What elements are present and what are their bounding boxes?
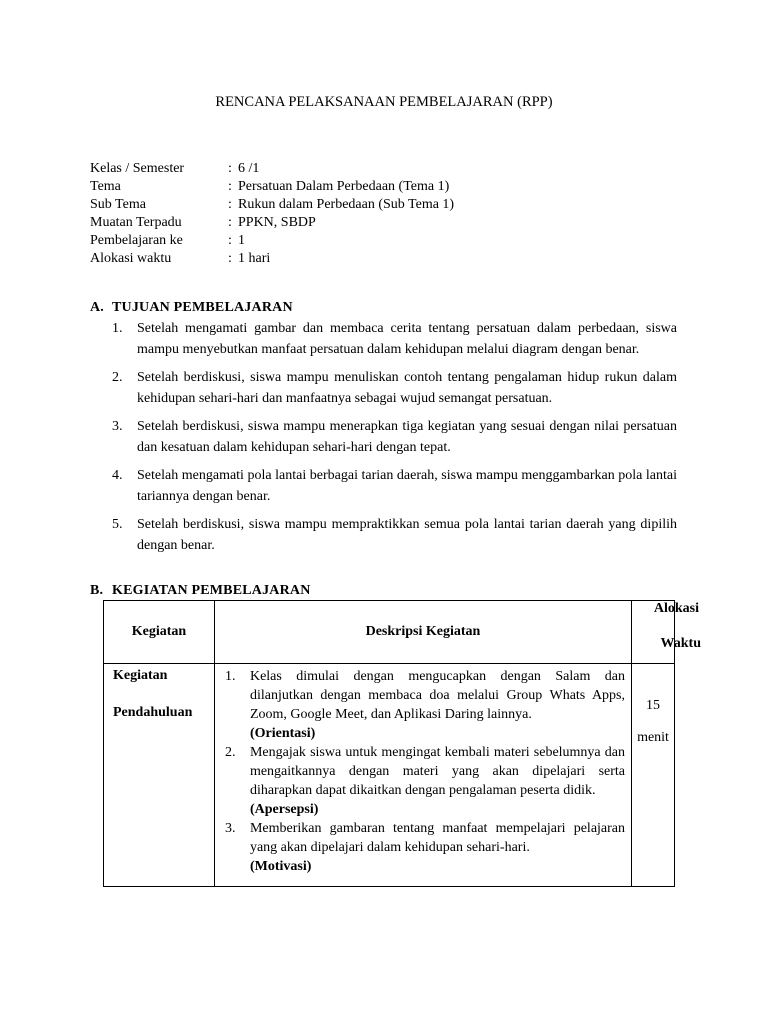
identity-colon: : <box>228 233 232 248</box>
table-header-row <box>104 601 675 664</box>
identity-label: Muatan Terpadu <box>90 215 182 230</box>
identity-colon: : <box>228 179 232 194</box>
identity-colon: : <box>228 251 232 266</box>
activity-cell <box>104 664 215 887</box>
objective-item <box>112 465 677 507</box>
description-item <box>225 819 625 876</box>
identity-row-muatan <box>90 214 454 232</box>
header-time-allocation <box>632 601 702 664</box>
identity-label: Kelas / Semester <box>90 161 185 176</box>
objective-text: Setelah berdiskusi, siswa mampu menerapkan tiga kegiatan yang sesuai dengan nilai persatuan dan kesatuan dalam kehidupan sehari-hari dengan tepat. <box>137 419 677 455</box>
identity-block <box>90 160 454 268</box>
objective-text: Setelah berdiskusi, siswa mampu mempraktikkan semua pola lantai tarian daerah yang dipilih dengan benar. <box>137 517 677 553</box>
table-row <box>104 664 675 887</box>
header-description: Deskripsi Kegiatan <box>214 601 631 664</box>
description-number: 3. <box>224 821 236 836</box>
identity-value: 1 hari <box>238 251 271 266</box>
section-title: TUJUAN PEMBELAJARAN <box>112 300 293 315</box>
description-list <box>215 664 631 880</box>
objective-item <box>112 318 677 360</box>
section-letter: A. <box>90 300 105 315</box>
header-activity: Kegiatan <box>104 601 215 664</box>
identity-value: 1 <box>238 233 245 248</box>
description-text: Memberikan gambaran tentang manfaat mempelajari pelajaran yang akan dipelajari dalam kehidupan sehari-hari. <box>249 821 626 855</box>
identity-value: Persatuan Dalam Perbedaan (Tema 1) <box>238 179 450 194</box>
description-number: 1. <box>224 669 236 684</box>
header-time-line2: Waktu <box>660 636 702 651</box>
time-value: 15 <box>646 698 660 713</box>
identity-label: Sub Tema <box>90 197 146 212</box>
section-title: KEGIATAN PEMBELAJARAN <box>112 583 311 598</box>
description-content <box>250 819 625 876</box>
objective-item <box>112 514 677 556</box>
identity-row-kelas <box>90 160 454 178</box>
description-text: Kelas dimulai dengan mengucapkan dengan Salam dan dilanjutkan dengan membaca doa melalui Group Whats Apps, Zoom, Google Meet, dan Aplikasi Daring lainnya. <box>249 669 626 722</box>
objective-number: 5. <box>112 517 123 532</box>
description-tag: (Orientasi) <box>249 726 316 741</box>
description-number: 2. <box>224 745 236 760</box>
identity-row-tema <box>90 178 454 196</box>
objective-text: Setelah mengamati gambar dan membaca cerita tentang persatuan dalam perbedaan, siswa mampu menyebutkan manfaat persatuan dalam kehidupan melalui diagram dengan benar. <box>137 321 677 357</box>
identity-row-pembelajaran <box>90 232 454 250</box>
activity-table <box>103 600 702 887</box>
identity-colon: : <box>228 197 232 212</box>
document-title: RENCANA PELAKSANAAN PEMBELAJARAN (RPP) <box>215 94 553 110</box>
identity-colon: : <box>228 215 232 230</box>
identity-row-alokasi <box>90 250 454 268</box>
description-item <box>225 743 625 819</box>
description-tag: (Motivasi) <box>249 859 312 874</box>
objective-number: 2. <box>112 370 123 385</box>
section-b-heading <box>90 583 311 599</box>
objective-text: Setelah berdiskusi, siswa mampu menuliskan contoh tentang pengalaman hidup rukun dalam kehidupan sehari-hari dan manfaatnya sebagai wujud semangat persatuan. <box>137 370 677 406</box>
section-letter: B. <box>90 583 104 598</box>
description-cell <box>214 664 631 887</box>
identity-label: Pembelajaran ke <box>90 233 183 248</box>
identity-value: PPKN, SBDP <box>238 215 316 230</box>
description-item <box>225 667 625 743</box>
identity-colon: : <box>228 161 232 176</box>
objective-item <box>112 416 677 458</box>
objective-number: 1. <box>112 321 123 336</box>
section-a-heading <box>90 300 293 316</box>
identity-label: Alokasi waktu <box>90 251 172 266</box>
identity-value: Rukun dalam Perbedaan (Sub Tema 1) <box>238 197 455 212</box>
header-time-line1: Alokasi <box>653 601 700 616</box>
identity-row-subtema <box>90 196 454 214</box>
objective-item <box>112 367 677 409</box>
description-content <box>250 743 625 819</box>
identity-value: 6 /1 <box>238 161 260 176</box>
identity-label: Tema <box>90 179 121 194</box>
description-content <box>250 667 625 743</box>
objective-number: 4. <box>112 468 123 483</box>
activity-label-line1: Kegiatan <box>113 668 168 683</box>
time-unit: menit <box>637 730 669 745</box>
activity-label-line2: Pendahuluan <box>113 705 193 720</box>
objective-number: 3. <box>112 419 123 434</box>
time-cell <box>632 664 675 887</box>
objectives-list <box>112 318 677 563</box>
description-tag: (Apersepsi) <box>249 802 319 817</box>
objective-text: Setelah mengamati pola lantai berbagai tarian daerah, siswa mampu menggambarkan pola lantai tariannya dengan benar. <box>137 468 677 504</box>
description-text: Mengajak siswa untuk mengingat kembali materi sebelumnya dan mengaitkannya dengan materi yang akan dipelajari serta diharapkan dapat dikaitkan dengan pengalaman peserta didik. <box>249 745 626 798</box>
